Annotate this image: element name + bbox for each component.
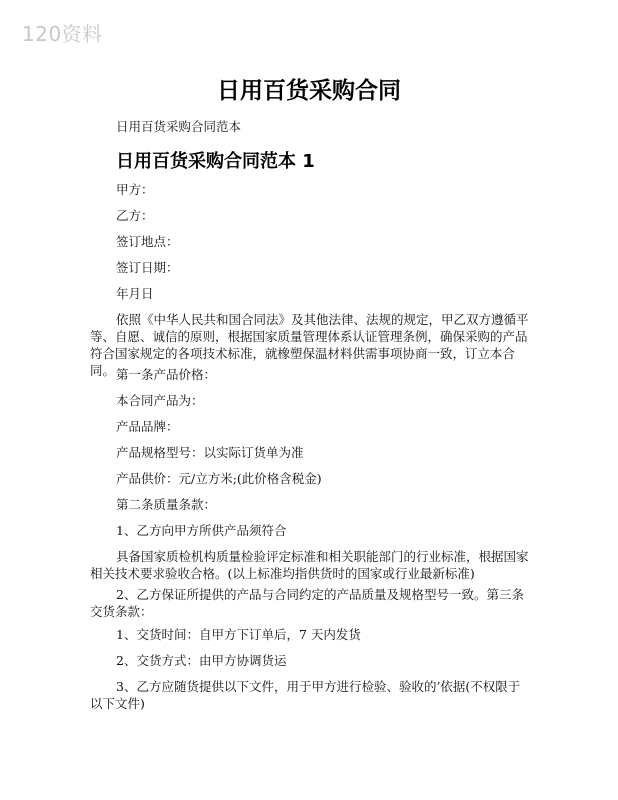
document-title: 日用百货采购合同 [217, 78, 401, 104]
quality-standard-paragraph: 具备国家质检机构质量检验评定标准和相关职能部门的行业标准，根据国家相关技术要求验收合格。(以上标准均指供货时的国家或行业最新标准) [90, 549, 529, 581]
clause-1-heading: 第一条产品价格： [116, 367, 217, 382]
delivery-time-line: 1、交货时间：自甲方下订单后，7 天内发货 [116, 627, 361, 642]
signing-date-line: 签订日期： [116, 260, 179, 275]
clause-2-heading: 第二条质量条款： [116, 497, 217, 512]
document-subtitle: 日用百货采购合同范本 [116, 119, 242, 134]
signing-place-line: 签订地点： [116, 234, 179, 249]
spec-line: 产品规格型号：以实际订货单为准 [116, 445, 304, 460]
date-line: 年月日 [116, 286, 154, 301]
party-a-line: 甲方： [116, 182, 154, 197]
price-line: 产品供价：元/立方米;(此价格含税金) [116, 471, 322, 486]
delivery-documents-paragraph: 3、乙方应随货提供以下文件，用于甲方进行检验、验收的’依据(不权限于以下文件) [90, 679, 521, 711]
party-b-line: 乙方： [116, 208, 154, 223]
brand-line: 产品品牌： [116, 419, 179, 434]
quality-item-1: 1、乙方向甲方所供产品须符合 [116, 523, 287, 538]
preamble-paragraph: 依照《中华人民共和国合同法》及其他法律、法规的规定，甲乙双方遵循平等、自愿、诚信的原则，根据国家质量管理体系认证管理条例，确保采购的产品符合国家规定的各项技术标准，就橡塑保温材料供需事项协商一致，订立本合同。 [90, 312, 529, 378]
product-line: 本合同产品为： [116, 393, 204, 408]
section-heading: 日用百货采购合同范本 1 [116, 151, 315, 172]
quality-item-2: 2、乙方保证所提供的产品与合同约定的产品质量及规格型号一致。第三条交货条款： [90, 587, 524, 619]
delivery-method-line: 2、交货方式：由甲方协调货运 [116, 653, 287, 668]
watermark: 120资料 [22, 22, 103, 46]
